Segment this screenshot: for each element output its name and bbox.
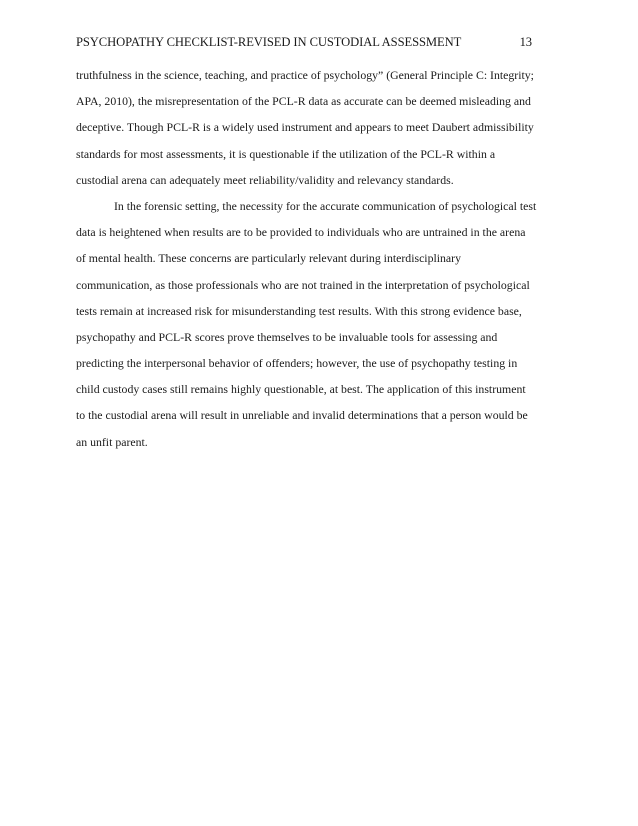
body-line: child custody cases still remains highly questionable, at best. The application of this instrument bbox=[76, 382, 526, 397]
body-line: communication, as those professionals who are not trained in the interpretation of psychological bbox=[76, 277, 530, 292]
body-text bbox=[76, 62, 586, 455]
body-line: truthfulness in the science, teaching, and practice of psychology” (General Principle C: Integrity; bbox=[76, 68, 534, 82]
running-head-title: PSYCHOPATHY CHECKLIST-REVISED IN CUSTODIAL ASSESSMENT bbox=[76, 35, 462, 49]
running-head bbox=[76, 35, 532, 55]
body-line: predicting the interpersonal behavior of offenders; however, the use of psychopathy testing in bbox=[76, 356, 518, 371]
body-line: deceptive. Though PCL-R is a widely used instrument and appears to meet Daubert admissibility bbox=[76, 120, 534, 135]
body-line: psychopathy and PCL-R scores prove themselves to be invaluable tools for assessing and bbox=[76, 329, 498, 344]
body-line: an unfit parent. bbox=[76, 434, 148, 449]
paragraph-first-line: In the forensic setting, the necessity for the accurate communication of psychological test bbox=[114, 198, 537, 213]
body-line: data is heightened when results are to be provided to individuals who are untrained in the arena bbox=[76, 225, 526, 240]
body-line: custodial arena can adequately meet reliability/validity and relevancy standards. bbox=[76, 172, 454, 187]
body-line: standards for most assessments, it is questionable if the utilization of the PCL-R within a bbox=[76, 146, 496, 161]
body-line: of mental health. These concerns are particularly relevant during interdisciplinary bbox=[76, 251, 461, 266]
page-number: 13 bbox=[519, 35, 532, 49]
body-line: tests remain at increased risk for misunderstanding test results. With this strong evidence base, bbox=[76, 303, 522, 318]
body-line: to the custodial arena will result in unreliable and invalid determinations that a person would be bbox=[76, 408, 528, 423]
body-line: APA, 2010), the misrepresentation of the PCL-R data as accurate can be deemed misleading and bbox=[76, 94, 531, 109]
